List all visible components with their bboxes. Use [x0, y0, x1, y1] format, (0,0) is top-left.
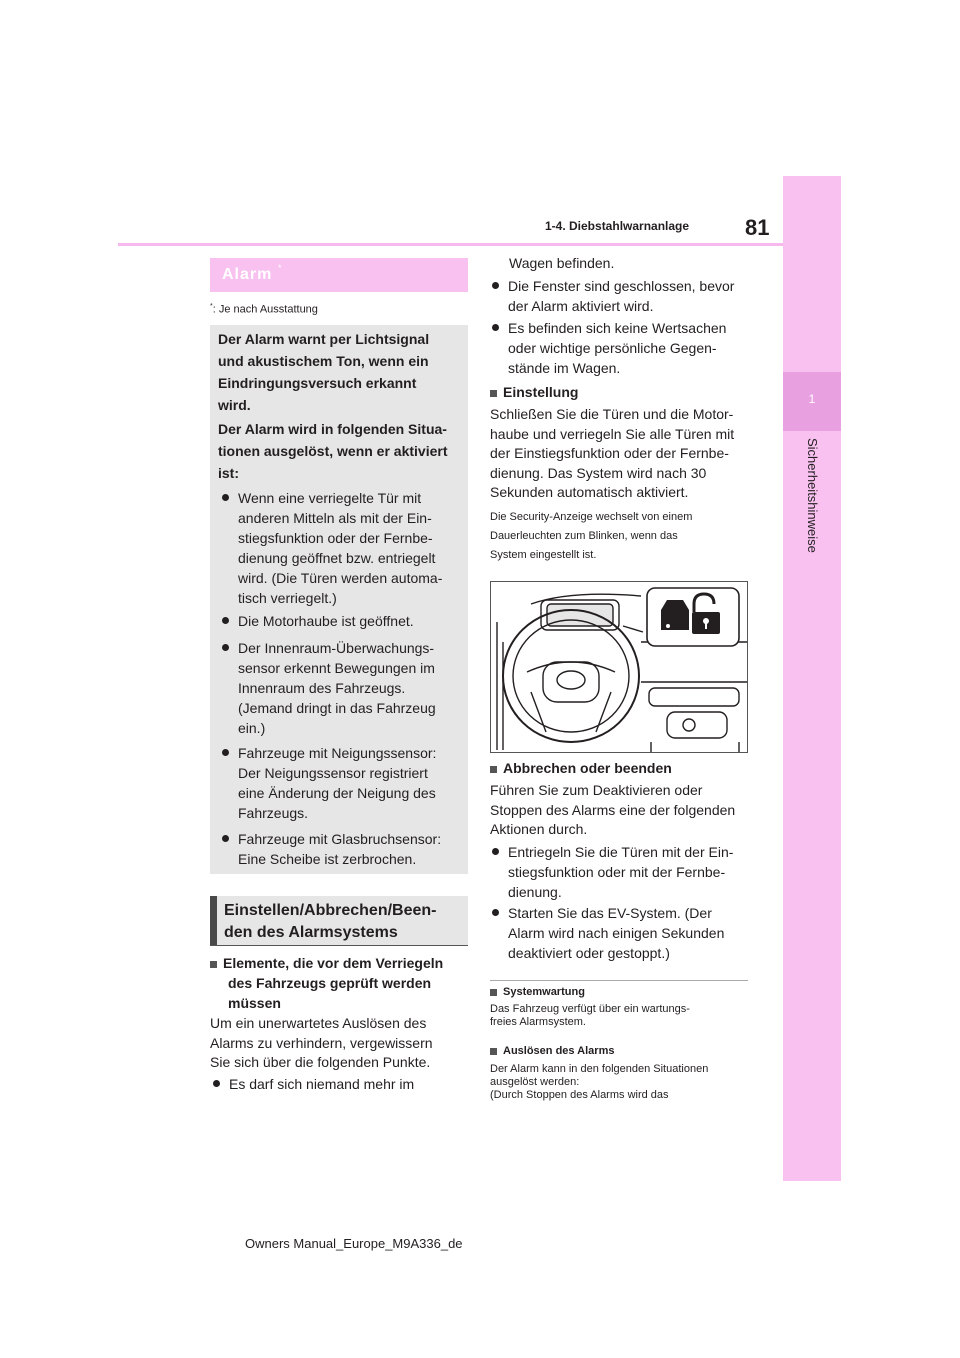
- bullet-text: Es darf sich niemand mehr im: [229, 1076, 415, 1092]
- info-line: Der Alarm wird in folgenden Situa-: [218, 421, 447, 437]
- chapter-label: Sicherheitshinweise: [805, 438, 820, 553]
- bullet-dot: [222, 749, 229, 756]
- bullet-dot: [492, 909, 499, 916]
- square-marker: [490, 766, 497, 773]
- bullet-dot: [492, 324, 499, 331]
- side-strip: [783, 176, 841, 1181]
- bullet-dot: [222, 644, 229, 651]
- bullet-text: Es befinden sich keine Wertsachen oder wichtige persönliche Gegen- stände im Wagen.: [508, 320, 727, 376]
- footnote-mark: *: [210, 303, 213, 310]
- note-text: Das Fahrzeug verfügt über ein wartungs- freies Alarmsystem.: [490, 1003, 690, 1028]
- bullet-dot: [222, 617, 229, 624]
- chapter-number: 1: [808, 392, 816, 406]
- heading-bar: [210, 896, 217, 946]
- steering-wheel-illustration: [491, 582, 747, 752]
- info-line: und akustischem Ton, wenn ein: [218, 353, 429, 369]
- alarm-heading-title: Alarm: [222, 266, 273, 283]
- info-line: Der Alarm warnt per Lichtsignal: [218, 331, 430, 347]
- settings-rule: [210, 945, 468, 946]
- square-marker: [210, 961, 217, 968]
- bullet-text: Entriegeln Sie die Türen mit der Ein- stiegsfunktion oder mit der Fernbe- dienung.: [508, 844, 734, 900]
- header-rule: [118, 243, 783, 246]
- page-number: 81: [745, 215, 770, 240]
- einstellung-note: Die Security-Anzeige wechselt von einem Dauerleuchten zum Blinken, wenn das System eingestellt ist.: [490, 511, 693, 561]
- section-title: 1-4. Diebstahlwarnanlage: [545, 219, 690, 233]
- dashboard-illustration: [490, 581, 748, 753]
- note-text: Der Alarm kann in den folgenden Situationen ausgelöst werden: (Durch Stoppen des Alarms wird das: [490, 1063, 709, 1101]
- alarm-heading-asterisk: *: [278, 263, 282, 273]
- abbrechen-heading: Abbrechen oder beenden: [490, 758, 672, 778]
- bullet-dot: [213, 1080, 220, 1087]
- note-heading: Systemwartung: [490, 986, 585, 999]
- check-subheading: Elemente, die vor dem Verriegeln des Fahrzeugs geprüft werden müssen: [210, 953, 468, 1013]
- footnote: [210, 303, 318, 316]
- footnote-text: : Je nach Ausstattung: [212, 303, 318, 316]
- bullet-dot: [492, 848, 499, 855]
- check-paragraph: Um ein unerwartetes Auslösen des Alarms zu verhindern, vergewissern Sie sich über die folgenden Punkte.: [210, 1015, 433, 1070]
- bullet-text: Fahrzeuge mit Neigungssensor: Der Neigungssensor registriert eine Änderung der Neigung des Fahrzeugs.: [238, 745, 437, 821]
- square-marker: [490, 390, 497, 397]
- notes-rule: [490, 980, 748, 981]
- bullet-dot: [222, 835, 229, 842]
- info-line: tionen ausgelöst, wenn er aktiviert: [218, 443, 448, 459]
- footer-text: Owners Manual_Europe_M9A336_de: [245, 1236, 463, 1251]
- info-line: Eindringungsversuch erkannt: [218, 375, 417, 391]
- info-line: ist:: [218, 465, 239, 481]
- bullet-text: Die Motorhaube ist geöffnet.: [238, 613, 414, 629]
- bullet-dot: [222, 494, 229, 501]
- square-marker: [490, 989, 497, 996]
- einstellung-heading: Einstellung: [490, 382, 578, 402]
- bullet-text: Wenn eine verriegelte Tür mit anderen Mitteln als mit der Ein- stiegsfunktion oder der Fernbe- dienung geöffnet bzw. entriegelt wird. (Die Türen werden automa- tisch verriegelt.): [238, 490, 443, 606]
- bullet-text: Starten Sie das EV-System. (Der Alarm wird nach einigen Sekunden deaktiviert oder gestoppt.): [508, 905, 725, 961]
- note-heading: Auslösen des Alarms: [490, 1045, 614, 1058]
- info-line: wird.: [218, 397, 251, 413]
- bullet-text: Der Innenraum-Überwachungs- sensor erkennt Bewegungen im Innenraum des Fahrzeugs. (Jemand dringt in das Fahrzeug ein.): [238, 640, 436, 736]
- bullet-text: Die Fenster sind geschlossen, bevor der Alarm aktiviert wird.: [508, 278, 735, 314]
- settings-heading: [210, 896, 468, 946]
- settings-heading-title: Einstellen/Abbrechen/Been- den des Alarmsystems: [224, 902, 437, 941]
- einstellung-paragraph: Schließen Sie die Türen und die Motor- haube und verriegeln Sie alle Türen mit der Einstiegsfunktion oder der Fernbe- dienung. Das System wird nach 30 Sekunden automatisch aktiviert.: [490, 406, 735, 500]
- bullet-dot: [492, 282, 499, 289]
- abbrechen-paragraph: Führen Sie zum Deaktivieren oder Stoppen des Alarms eine der folgenden Aktionen durch.: [490, 782, 736, 837]
- square-marker: [490, 1048, 497, 1055]
- alarm-heading: [210, 258, 468, 292]
- continued-text: Wagen befinden.: [509, 255, 615, 271]
- bullet-text: Fahrzeuge mit Glasbruchsensor: Eine Scheibe ist zerbrochen.: [238, 831, 442, 867]
